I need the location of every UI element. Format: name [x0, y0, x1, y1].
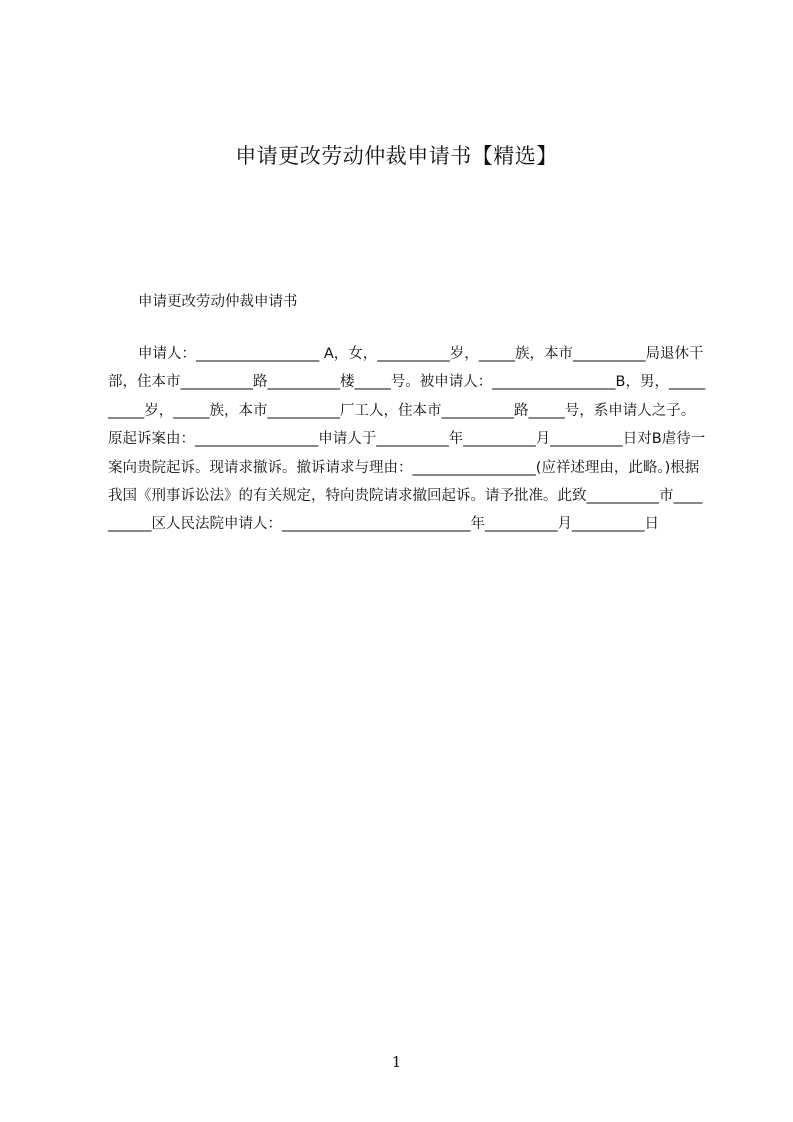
document-body-paragraph: 申请人：_________________ A，女，__________岁，_____族，本市__________局退休干部，住本市__________路__________楼_____号。被申请人：_________________B，男，__________岁，_____族，本市__________厂工人，住本市__________路_____号，系申请人之子。原起诉案由：_________________申请人于__________年__________月__________日对B虐待一案向贵院起诉。现请求撤诉。撤诉请求与理由：_________________(应祥述理由，此略。)根据我国《刑事诉讼法》的有关规定，特向贵院请求撤回起诉。请予批准。此致__________市__________区人民法院申请人：__________________________年__________月__________日: [108, 346, 706, 533]
document-subtitle: 申请更改劳动仲裁申请书: [138, 294, 298, 310]
page-number: 1: [391, 1053, 402, 1071]
document-title: 申请更改劳动仲裁申请书【精选】: [235, 144, 558, 168]
